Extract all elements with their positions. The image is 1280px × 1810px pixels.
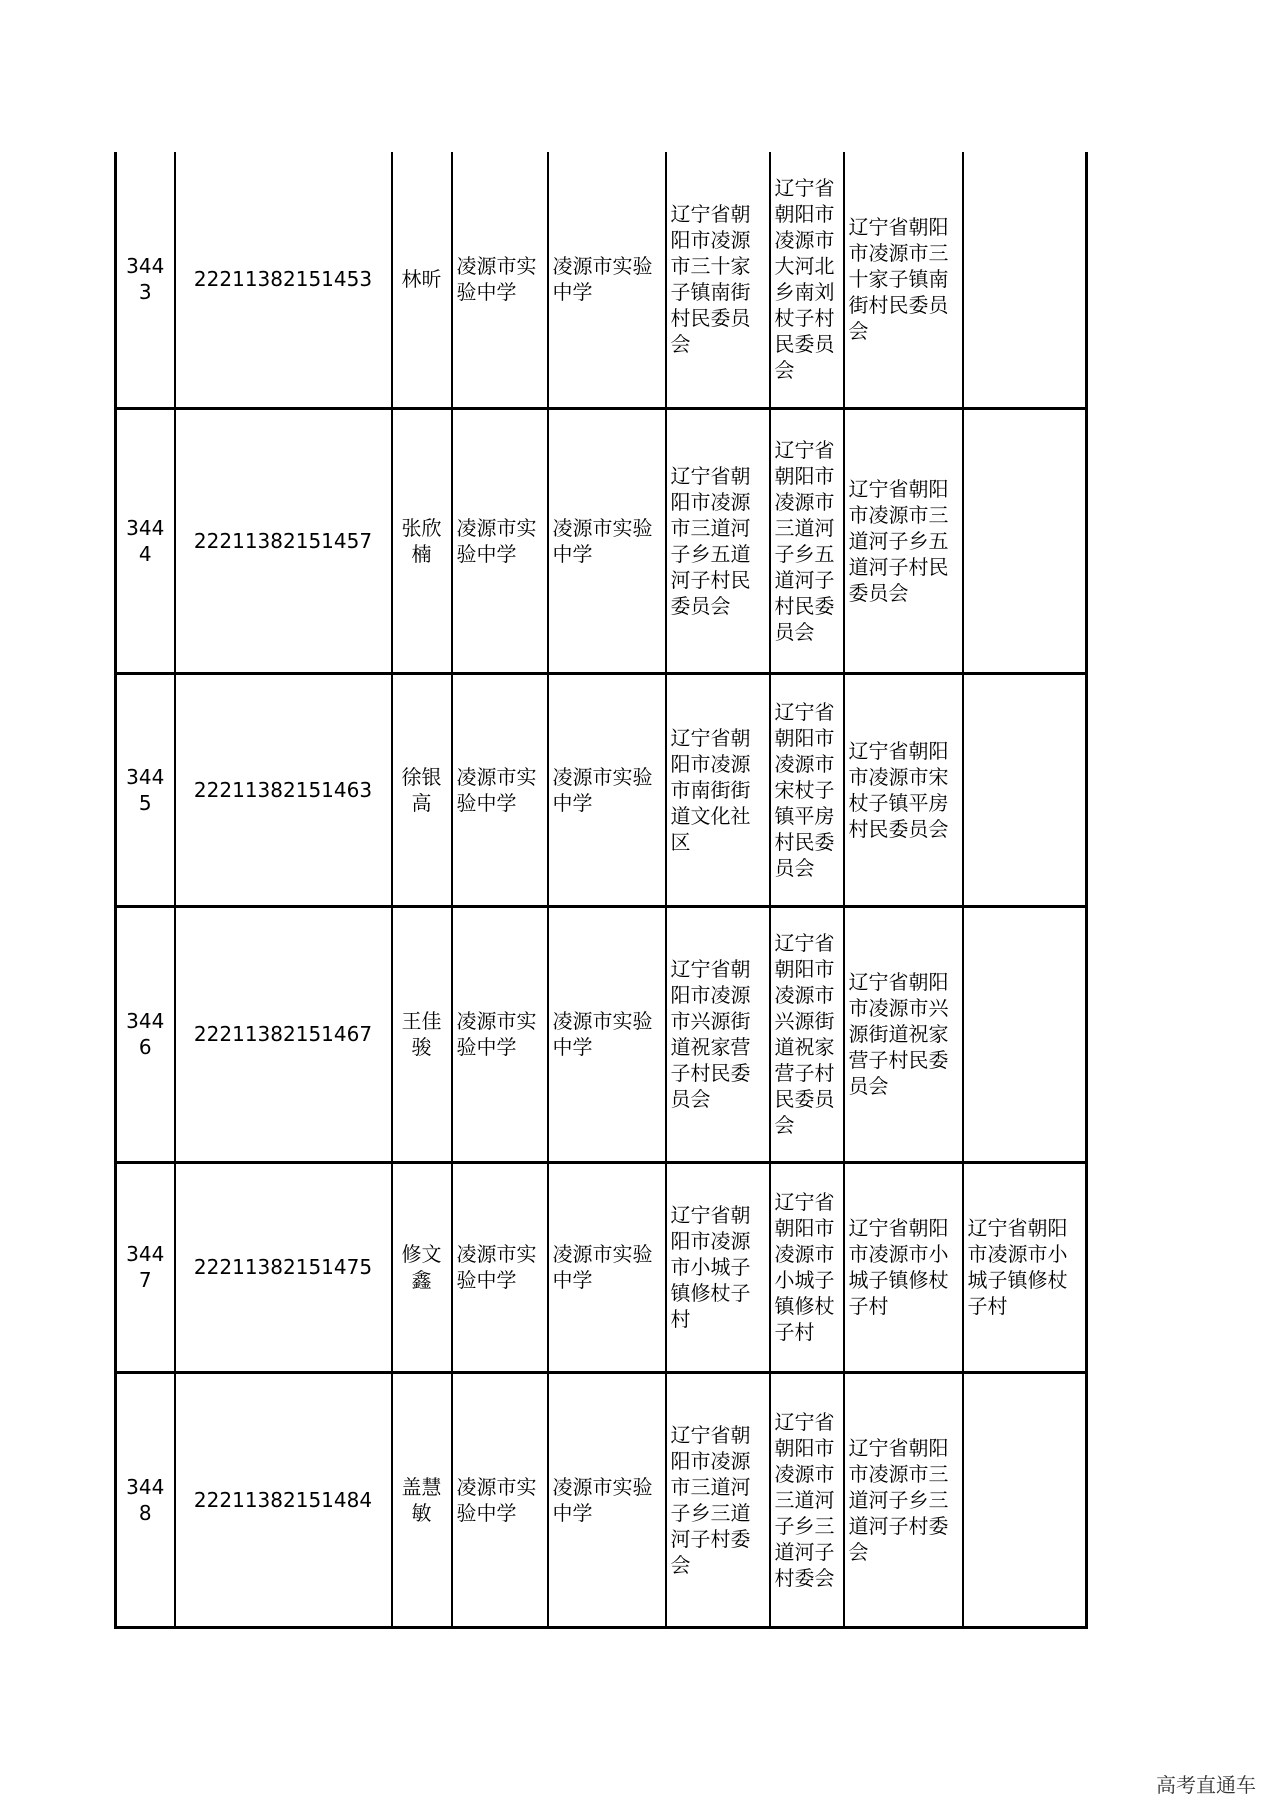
address-cell: 辽宁省朝阳市凌源市三道河子乡五道河子村民委员会 [666,408,770,673]
seq-cell: 3447 [116,1162,175,1372]
address-cell: 辽宁省朝阳市凌源市宋杖子镇平房村民委员会 [844,673,963,906]
address-cell: 辽宁省朝阳市凌源市小城子镇修杖子村 [844,1162,963,1372]
address-cell: 辽宁省朝阳市凌源市三十家子镇南街村民委员会 [844,152,963,408]
address-cell: 辽宁省朝阳市凌源市小城子镇修杖子村 [770,1162,844,1372]
address-cell [963,1372,1087,1627]
address-cell [963,673,1087,906]
address-cell: 辽宁省朝阳市凌源市三道河子乡三道河子村委会 [770,1372,844,1627]
name-cell: 盖慧敏 [392,1372,452,1627]
registration-school-cell: 凌源市实验中学 [548,673,666,906]
address-cell [963,152,1087,408]
address-cell: 辽宁省朝阳市凌源市三道河子乡三道河子村委会 [666,1372,770,1627]
student-table [114,152,1088,1629]
seq-cell: 3443 [116,152,175,408]
registration-school-cell: 凌源市实验中学 [548,1372,666,1627]
name-cell: 徐银高 [392,673,452,906]
graduated-school-cell: 凌源市实验中学 [452,673,548,906]
graduated-school-cell: 凌源市实验中学 [452,408,548,673]
name-cell: 修文鑫 [392,1162,452,1372]
seq-cell: 3445 [116,673,175,906]
student-id-cell: 22211382151457 [175,408,392,673]
address-cell: 辽宁省朝阳市凌源市三道河子乡五道河子村民委员会 [844,408,963,673]
registration-school-cell: 凌源市实验中学 [548,906,666,1162]
student-id-cell: 22211382151453 [175,152,392,408]
student-id-cell: 22211382151467 [175,906,392,1162]
table-row [116,673,1087,906]
address-cell: 辽宁省朝阳市凌源市兴源街道祝家营子村民委员会 [770,906,844,1162]
address-cell: 辽宁省朝阳市凌源市大河北乡南刘杖子村民委员会 [770,152,844,408]
table-row [116,1162,1087,1372]
table-row [116,408,1087,673]
student-id-cell: 22211382151463 [175,673,392,906]
registration-school-cell: 凌源市实验中学 [548,1162,666,1372]
graduated-school-cell: 凌源市实验中学 [452,1162,548,1372]
address-cell: 辽宁省朝阳市凌源市三道河子乡三道河子村委会 [844,1372,963,1627]
name-cell: 王佳骏 [392,906,452,1162]
address-cell [963,906,1087,1162]
address-cell: 辽宁省朝阳市凌源市南街街道文化社区 [666,673,770,906]
table-row [116,1372,1087,1627]
student-id-cell: 22211382151484 [175,1372,392,1627]
table-row [116,906,1087,1162]
watermark: 高考直通车 [1156,1773,1256,1797]
graduated-school-cell: 凌源市实验中学 [452,152,548,408]
seq-cell: 3446 [116,906,175,1162]
seq-cell: 3448 [116,1372,175,1627]
address-cell: 辽宁省朝阳市凌源市小城子镇修杖子村 [666,1162,770,1372]
table-row [116,152,1087,408]
address-cell: 辽宁省朝阳市凌源市宋杖子镇平房村民委员会 [770,673,844,906]
address-cell: 辽宁省朝阳市凌源市三道河子乡五道河子村民委员会 [770,408,844,673]
address-cell [963,408,1087,673]
table-body [116,152,1087,1627]
graduated-school-cell: 凌源市实验中学 [452,906,548,1162]
registration-school-cell: 凌源市实验中学 [548,408,666,673]
name-cell: 林昕 [392,152,452,408]
address-cell: 辽宁省朝阳市凌源市三十家子镇南街村民委员会 [666,152,770,408]
registration-school-cell: 凌源市实验中学 [548,152,666,408]
name-cell: 张欣楠 [392,408,452,673]
seq-cell: 3444 [116,408,175,673]
address-cell: 辽宁省朝阳市凌源市小城子镇修杖子村 [963,1162,1087,1372]
student-id-cell: 22211382151475 [175,1162,392,1372]
address-cell: 辽宁省朝阳市凌源市兴源街道祝家营子村民委员会 [666,906,770,1162]
graduated-school-cell: 凌源市实验中学 [452,1372,548,1627]
address-cell: 辽宁省朝阳市凌源市兴源街道祝家营子村民委员会 [844,906,963,1162]
